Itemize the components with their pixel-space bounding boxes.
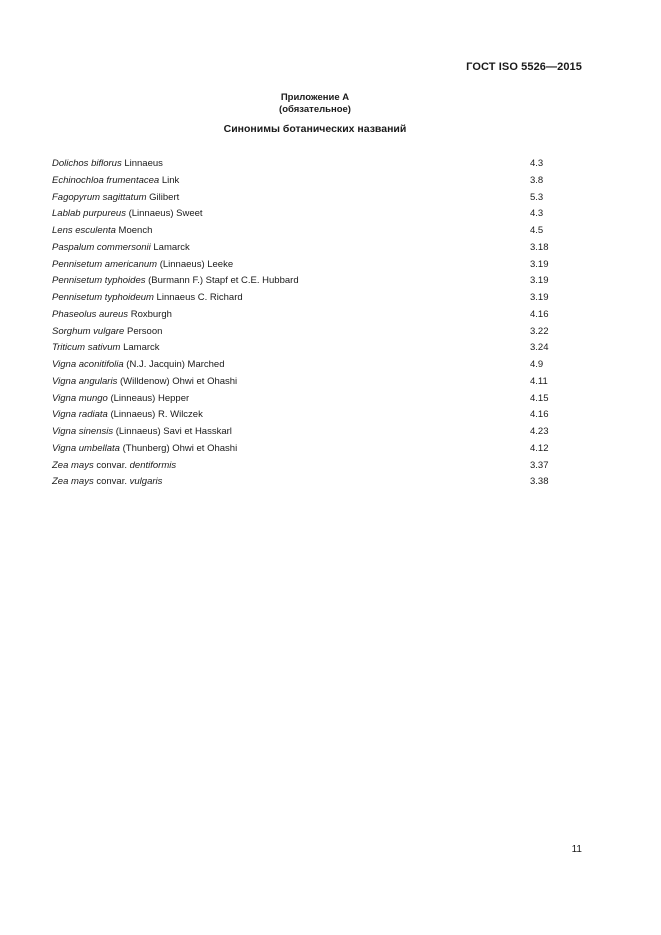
name-author: Moench — [115, 225, 153, 236]
section-ref: 4.23 — [530, 426, 549, 437]
botanical-name — [52, 158, 163, 169]
name-italic: Pennisetum typhoides — [52, 275, 146, 287]
section-ref: 4.3 — [530, 208, 544, 220]
section-ref: 3.24 — [530, 342, 549, 354]
name-italic: Phaseolus aureus — [52, 308, 129, 320]
name-author: Roxburgh — [128, 308, 172, 320]
synonyms-list — [52, 156, 552, 491]
botanical-name — [52, 359, 225, 370]
section-ref: 3.38 — [530, 476, 549, 488]
name-author: (Burmann F.) Stapf et C.E. Hubbard — [145, 275, 299, 287]
botanical-name — [52, 476, 162, 487]
name-italic: Vigna sinensis — [52, 426, 114, 437]
name-author: (Thunberg) Ohwi et Ohashi — [119, 442, 238, 454]
list-item — [52, 307, 552, 324]
botanical-name — [52, 208, 203, 219]
list-item — [52, 458, 552, 475]
botanical-name — [52, 275, 299, 286]
list-item — [52, 374, 552, 391]
section-ref: 5.3 — [530, 191, 544, 203]
botanical-name — [52, 326, 162, 337]
name-author: (Linneaus) Hepper — [107, 392, 190, 404]
name-italic: Echinochloa frumentacea — [52, 174, 160, 186]
list-item — [52, 407, 552, 424]
botanical-name — [52, 342, 160, 353]
section-ref: 4.9 — [530, 359, 544, 370]
name-italic-variety: vulgaris — [129, 476, 163, 488]
name-italic: Vigna angularis — [52, 375, 118, 387]
botanical-name — [52, 393, 189, 404]
section-ref: 4.12 — [530, 442, 549, 454]
name-italic: Paspalum commersonii — [52, 241, 151, 253]
botanical-name — [52, 259, 233, 270]
name-italic: Lens esculenta — [52, 225, 116, 236]
section-ref: 4.5 — [530, 225, 544, 236]
name-author: (Linnaeus) Sweet — [125, 208, 203, 220]
botanical-name — [52, 225, 152, 236]
list-item — [52, 206, 552, 223]
list-item — [52, 441, 552, 458]
list-item — [52, 324, 552, 341]
name-author: (Willdenow) Ohwi et Ohashi — [117, 375, 238, 387]
section-ref: 3.18 — [530, 241, 549, 253]
section-ref: 4.11 — [530, 375, 548, 387]
name-author: Persoon — [124, 325, 163, 337]
name-author: Linnaeus — [121, 158, 163, 169]
list-item — [52, 223, 552, 240]
list-item — [52, 273, 552, 290]
list-item — [52, 173, 552, 190]
botanical-name — [52, 409, 203, 420]
name-author: Linnaeus C. Richard — [153, 292, 243, 303]
list-item — [52, 357, 552, 374]
section-ref: 3.19 — [530, 292, 549, 303]
list-item — [52, 424, 552, 441]
name-author: (N.J. Jacquin) Marched — [123, 359, 225, 370]
name-author: (Linnaeus) Leeke — [157, 258, 234, 270]
appendix-status: (обязательное) — [279, 104, 351, 115]
name-italic: Sorghum vulgare — [52, 325, 125, 337]
list-item — [52, 340, 552, 357]
list-item — [52, 240, 552, 257]
list-item — [52, 391, 552, 408]
list-item — [52, 290, 552, 307]
botanical-name — [52, 192, 179, 203]
name-italic-variety: dentiformis — [129, 459, 177, 471]
name-author: (Linnaeus) Savi et Hasskarl — [113, 426, 232, 437]
section-ref: 3.22 — [530, 325, 549, 337]
section-ref: 3.19 — [530, 275, 549, 287]
name-author: Lamarck — [120, 342, 160, 354]
name-author: convar. — [93, 476, 130, 488]
standard-code: ГОСТ ISO 5526—2015 — [466, 61, 582, 73]
section-ref: 3.37 — [530, 459, 549, 471]
appendix-label: Приложение А — [280, 92, 350, 103]
botanical-name — [52, 309, 172, 320]
name-italic: Vigna mungo — [52, 392, 108, 404]
name-italic: Fagopyrum sagittatum — [52, 191, 147, 203]
botanical-name — [52, 426, 232, 437]
section-ref: 4.15 — [530, 392, 549, 404]
botanical-name — [52, 175, 179, 186]
name-italic: Zea mays — [52, 459, 94, 471]
appendix-heading — [0, 92, 630, 116]
botanical-name — [52, 376, 237, 387]
section-ref: 4.16 — [530, 409, 549, 421]
name-italic: Vigna umbellata — [52, 442, 120, 454]
list-item — [52, 474, 552, 491]
botanical-name — [52, 443, 237, 454]
list-item — [52, 190, 552, 207]
name-italic: Dolichos biflorus — [52, 158, 122, 169]
name-italic: Vigna radiata — [52, 409, 108, 421]
name-author: (Linnaeus) R. Wilczek — [107, 409, 203, 421]
botanical-name — [52, 292, 243, 303]
name-italic: Lablab purpureus — [52, 208, 126, 220]
name-italic: Vigna aconitifolia — [52, 359, 124, 370]
name-author: Gilibert — [146, 191, 180, 203]
page-title: Синонимы ботанических названий — [223, 123, 407, 135]
list-item — [52, 257, 552, 274]
botanical-name — [52, 242, 190, 253]
page-number: 11 — [571, 844, 582, 855]
section-ref: 4.3 — [530, 158, 544, 169]
name-italic: Zea mays — [52, 476, 94, 488]
name-author: convar. — [93, 459, 130, 471]
list-item — [52, 156, 552, 173]
name-italic: Pennisetum typhoideum — [52, 292, 154, 303]
botanical-name — [52, 460, 176, 471]
name-italic: Pennisetum americanum — [52, 258, 158, 270]
name-author: Link — [159, 174, 180, 186]
section-ref: 3.8 — [530, 174, 544, 186]
section-ref: 3.19 — [530, 258, 549, 270]
name-author: Lamarck — [150, 241, 190, 253]
name-italic: Triticum sativum — [52, 342, 121, 354]
section-ref: 4.16 — [530, 308, 549, 320]
